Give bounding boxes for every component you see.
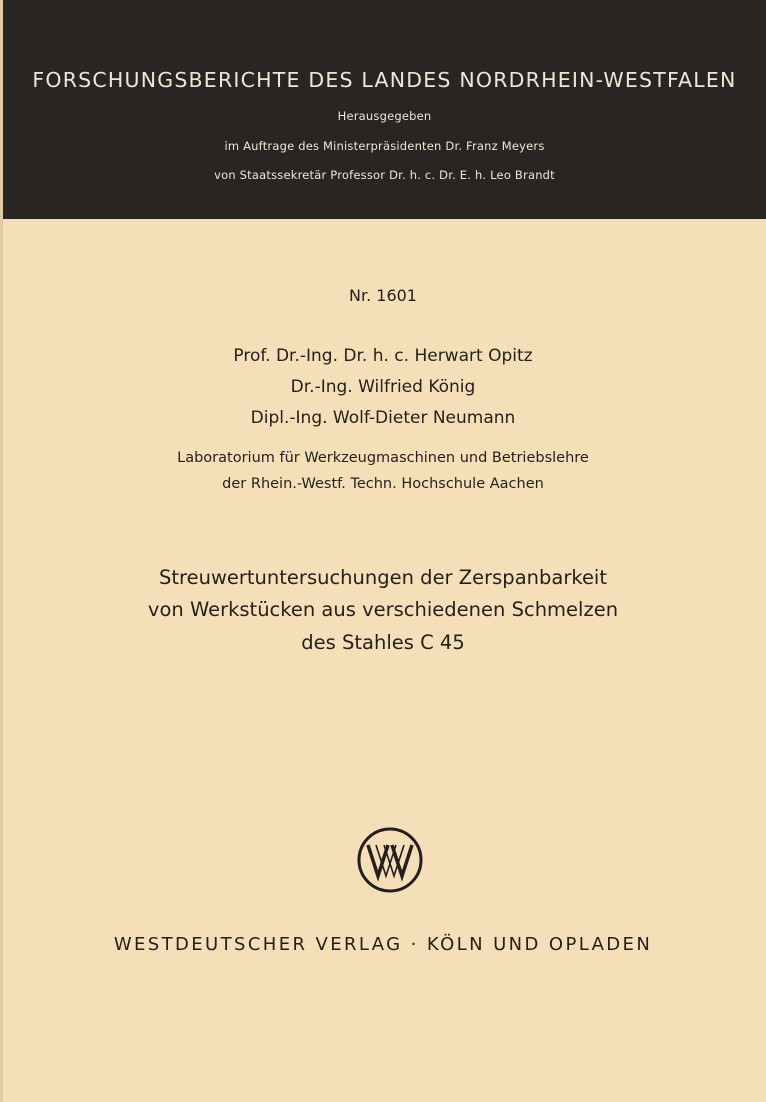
author-2: Dr.-Ing. Wilfried König	[290, 377, 476, 397]
title-line-2: von Werkstücken aus verschiedenen Schmelzen	[147, 598, 619, 621]
series-title: FORSCHUNGSBERICHTE DES LANDES NORDRHEIN-WESTFALEN	[32, 68, 737, 92]
editor-line-3: von Staatssekretär Professor Dr. h. c. Dr. E. h. Leo Brandt	[214, 168, 555, 182]
editor-line-2: im Auftrage des Ministerpräsidenten Dr. Franz Meyers	[224, 139, 545, 153]
author-1: Prof. Dr.-Ing. Dr. h. c. Herwart Opitz	[233, 346, 533, 366]
editor-line-1: Herausgegeben	[337, 109, 432, 123]
institution-line-1: Laboratorium für Werkzeugmaschinen und Betriebslehre	[177, 450, 589, 466]
report-number: Nr. 1601	[349, 286, 417, 305]
institution-line-2: der Rhein.-Westf. Techn. Hochschule Aachen	[222, 476, 544, 492]
series-header-band	[3, 0, 766, 219]
author-3: Dipl.-Ing. Wolf-Dieter Neumann	[250, 408, 516, 428]
title-line-3: des Stahles C 45	[301, 631, 465, 654]
publisher-line: WESTDEUTSCHER VERLAG · KÖLN UND OPLADEN	[113, 934, 653, 955]
title-line-1: Streuwertuntersuchungen der Zerspanbarkeit	[158, 566, 607, 589]
publisher-w-logo-icon	[356, 826, 424, 894]
